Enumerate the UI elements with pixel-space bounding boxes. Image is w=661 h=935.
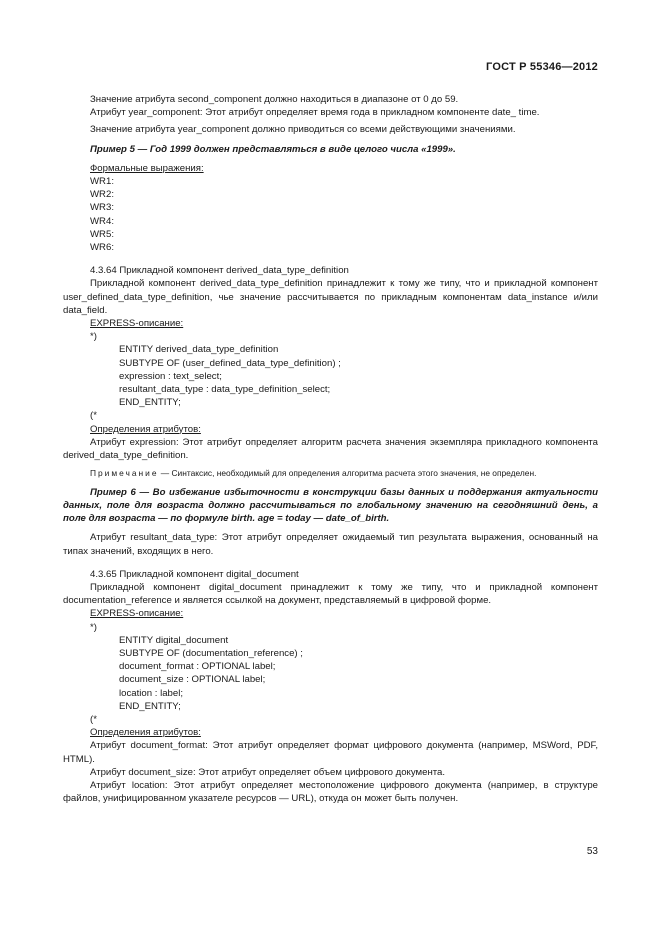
code-open: *): [90, 621, 97, 633]
code-line: END_ENTITY;: [119, 700, 181, 712]
paragraph: Атрибут resultant_data_type: Этот атрибут определяет ожидаемый тип результата выражения, основанный на типах значений, входящих в него.: [63, 532, 598, 557]
paragraph: Значение атрибута second_component должно находиться в диапазоне от 0 до 59.: [90, 94, 459, 105]
code-close: (*: [90, 714, 97, 726]
paragraph: Атрибут location: Этот атрибут определяет местоположение цифрового документа (например, в структуре файлов, унифицированном указателе ресурсов — URL), откуда он может быть получен.: [63, 780, 598, 805]
express-heading: EXPRESS-описание:: [90, 608, 184, 620]
express-heading: EXPRESS-описание:: [90, 318, 184, 330]
paragraph: Атрибут document_size: Этот атрибут определяет объем цифрового документа.: [90, 766, 446, 778]
code-line: document_size : OPTIONAL label;: [119, 674, 266, 686]
note: [63, 468, 598, 480]
paragraph: Прикладной компонент digital_document принадлежит к тому же типу, что и прикладной компонент documentation_reference и является ссылкой на документ, представляемый в цифровой форме.: [63, 582, 598, 607]
code-line: location : label;: [119, 687, 183, 699]
wr-item: WR3:: [90, 202, 114, 214]
wr-item: WR6:: [90, 242, 114, 254]
code-line: END_ENTITY;: [119, 397, 181, 409]
wr-item: WR4:: [90, 215, 114, 227]
paragraph: Прикладной компонент derived_data_type_definition принадлежит к тому же типу, что и прикладной компонент user_defined_data_type_definition, чье значение рассчитывается по прикладным компонентам data_instance и/или data_field.: [63, 278, 598, 316]
wr-item: WR1:: [90, 176, 114, 188]
page-number: 53: [586, 846, 598, 857]
code-line: resultant_data_type : data_type_definition_select;: [119, 384, 331, 396]
paragraph: Атрибут year_component: Этот атрибут определяет время года в прикладном компоненте date_ time.: [90, 107, 540, 119]
note-text: — Синтаксис, необходимый для определения алгоритма расчета этого значения, не определен.: [158, 468, 537, 479]
formal-expressions-heading: Формальные выражения:: [90, 162, 204, 174]
code-line: expression : text_select;: [119, 370, 222, 382]
paragraph: Атрибут expression: Этот атрибут определяет алгоритм расчета значения экземпляра прикладного компонента derived_data_type_definition.: [63, 436, 598, 462]
section-4-3-65-title: 4.3.65 Прикладной компонент digital_document: [90, 568, 299, 580]
section-4-3-64-title: 4.3.64 Прикладной компонент derived_data_type_definition: [90, 265, 349, 277]
example-5: Пример 5 — Год 1999 должен представляться в виде целого числа «1999».: [90, 143, 456, 155]
attribute-definitions-heading: Определения атрибутов:: [90, 727, 201, 739]
wr-item: WR5:: [90, 228, 114, 240]
paragraph: Значение атрибута year_component должно приводиться со всеми действующими значениями.: [90, 124, 516, 136]
document-header: ГОСТ Р 55346—2012: [486, 61, 598, 73]
attribute-definitions-heading: Определения атрибутов:: [90, 423, 201, 435]
wr-item: WR2:: [90, 189, 114, 201]
code-line: document_format : OPTIONAL label;: [119, 661, 276, 673]
code-close: (*: [90, 410, 97, 422]
code-line: ENTITY digital_document: [119, 634, 229, 646]
code-open: *): [90, 331, 97, 343]
code-line: SUBTYPE OF (user_defined_data_type_definition) ;: [119, 357, 341, 369]
document-body: [63, 93, 598, 805]
note-label: Примечание: [90, 468, 159, 479]
example-6: Пример 6 — Во избежание избыточности в конструкции базы данных и поддержания актуальности данных, поле для возраста должно рассчитываться по глобальному значению на сегодняшний день, а поле для возраста — по формуле birth. age = today — date_of_birth.: [63, 486, 598, 525]
code-line: ENTITY derived_data_type_definition: [119, 344, 279, 356]
code-line: SUBTYPE OF (documentation_reference) ;: [119, 648, 303, 660]
paragraph: Атрибут document_format: Этот атрибут определяет формат цифрового документа (например, MSWord, PDF, HTML).: [63, 740, 598, 765]
